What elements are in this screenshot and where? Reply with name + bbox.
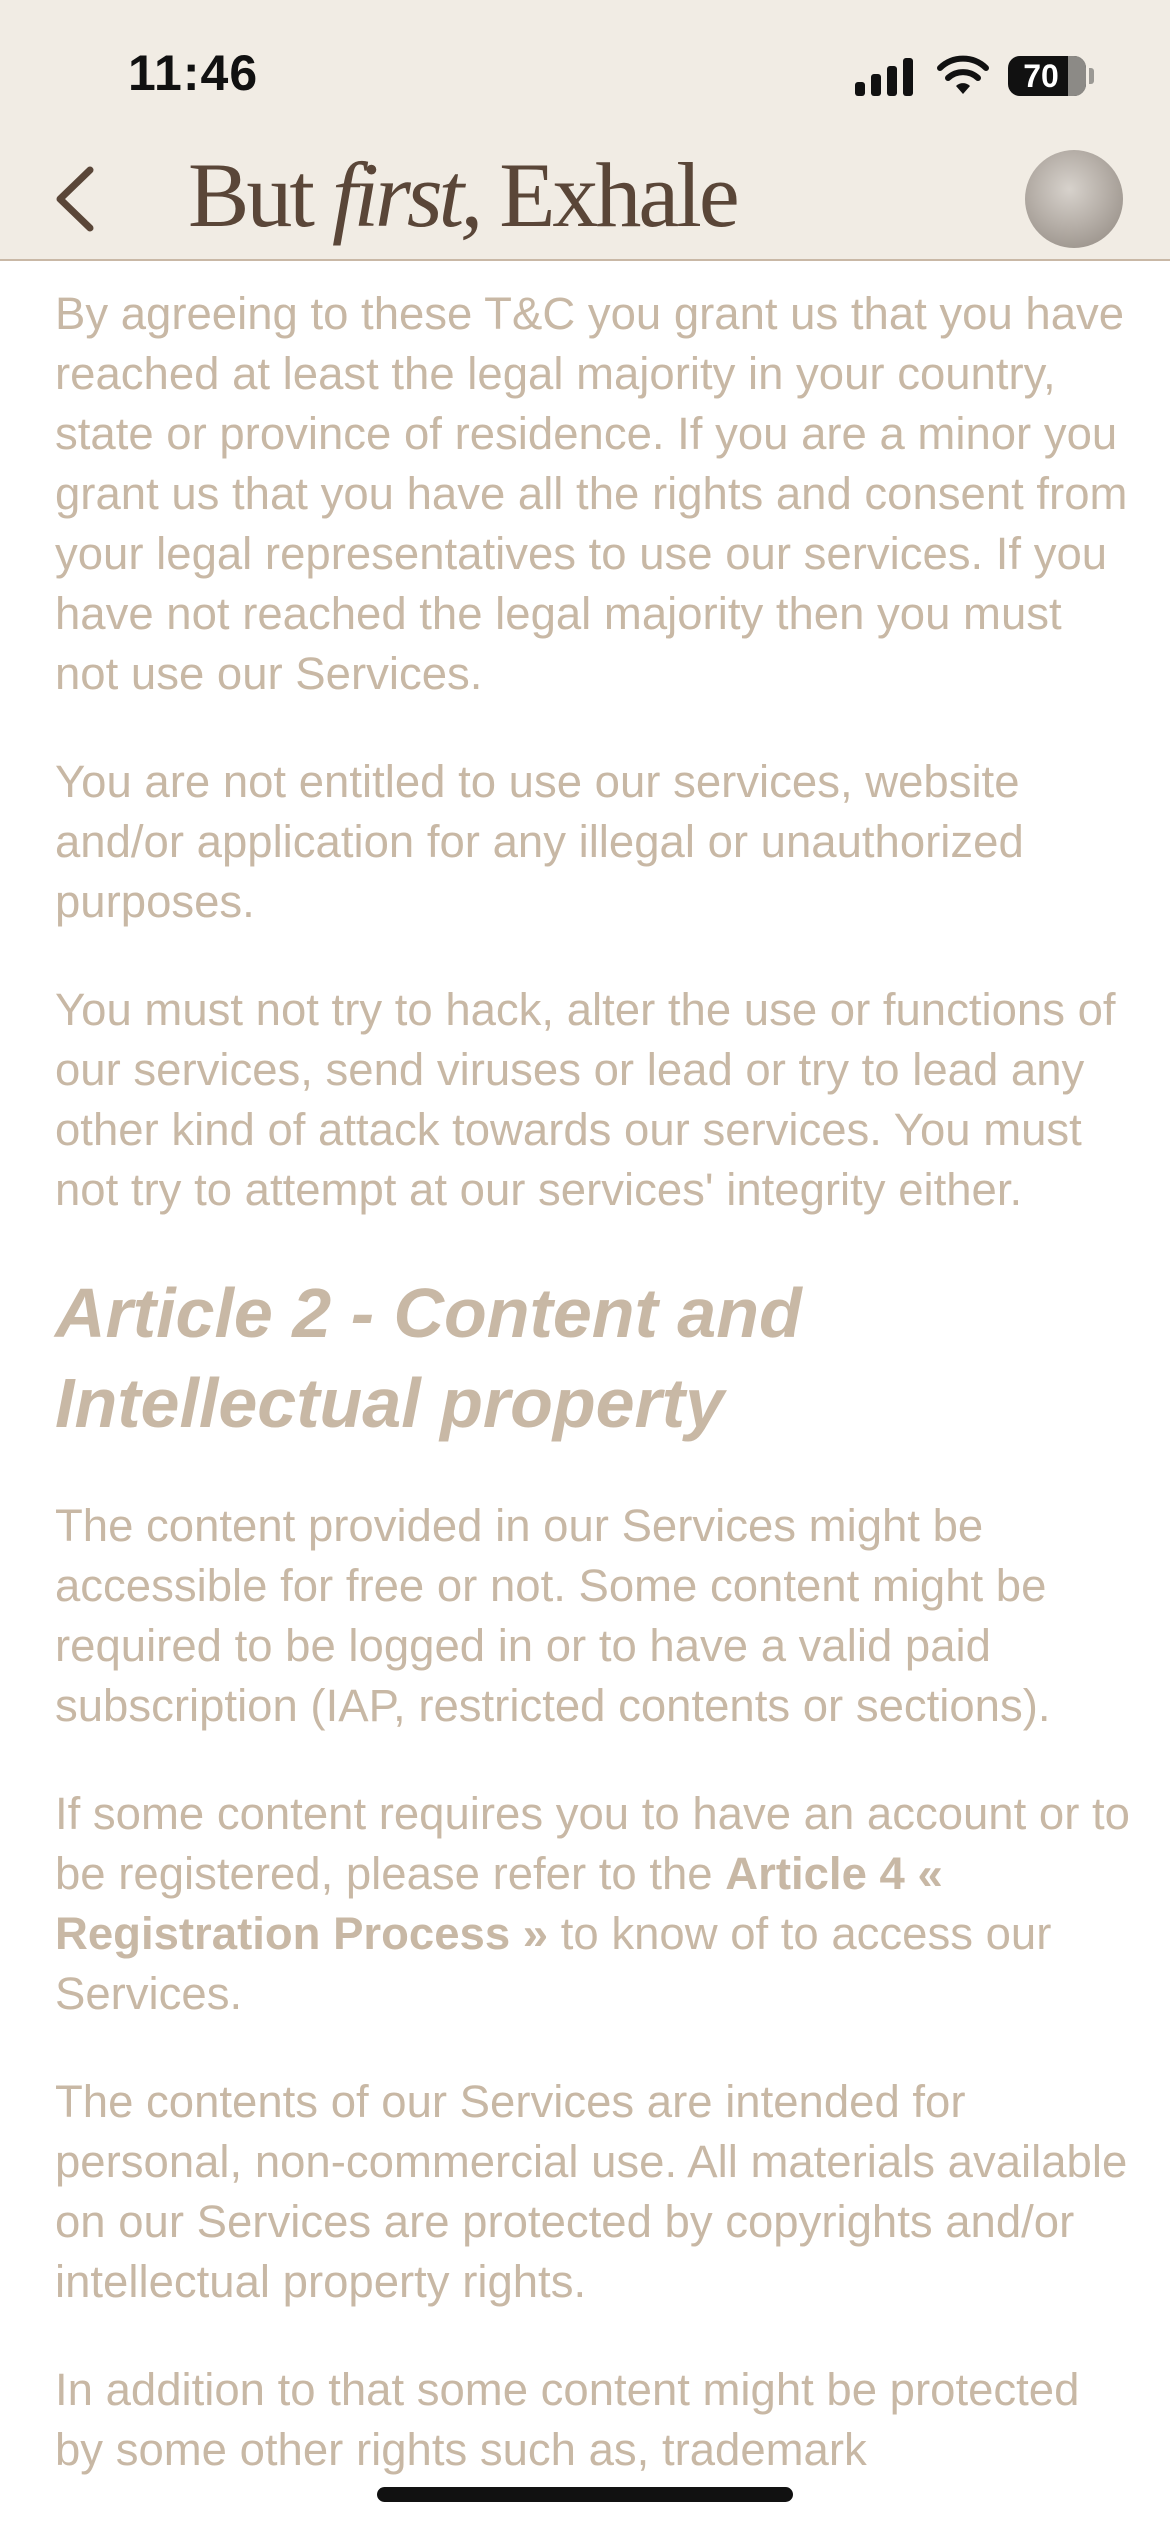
home-indicator[interactable]: [377, 2487, 793, 2502]
app-logo: [188, 140, 737, 250]
paragraph-registration-text-1: If some content requires you to have an account or to be registered, please refer to the: [55, 1788, 1130, 1899]
cellular-signal-icon: [855, 58, 915, 96]
battery-icon: [1008, 56, 1086, 96]
paragraph-personal-use: The contents of our Services are intended for personal, non-commercial use. All materials available on our Services are protected by copyrights and/or intellectual property rights.: [55, 2076, 1128, 2307]
paragraph-additional-rights: In addition to that some content might be protected by some other rights such as, trademark: [55, 2364, 1080, 2475]
section-heading-article-2: Article 2 - Content and Intellectual property: [55, 1274, 802, 1442]
paragraph-hacking: You must not try to hack, alter the use or functions of our services, send viruses or lead or try to lead any other kind of attack towards our services. You must not try to attempt at our services' integrity either.: [55, 984, 1116, 1215]
wifi-icon: [936, 54, 990, 96]
paragraph-illegal-use: You are not entitled to use our services, website and/or application for any illegal or unauthorized purposes.: [55, 756, 1024, 927]
logo-word-exhale: Exhale: [479, 144, 737, 246]
battery-level: 70: [1023, 58, 1059, 94]
logo-word-first: first,: [331, 144, 480, 246]
avatar[interactable]: [1025, 150, 1123, 248]
status-time: 11:46: [128, 45, 259, 101]
logo-word-but: But: [188, 144, 332, 246]
paragraph-legal-majority: By agreeing to these T&C you grant us that you have reached at least the legal majority in your country, state or province of residence. If you are a minor you grant us that you have all the rights and consent from your legal representatives to use our services. If you have not reached the legal majority then you must not use our Services.: [55, 288, 1128, 699]
article-4-reference: Article 4 « Registration Process »: [55, 1848, 943, 1959]
terms-content: [55, 284, 1135, 2528]
paragraph-registration-text-2: to know of to access our Services.: [55, 1908, 1052, 2019]
paragraph-registration: [55, 1784, 1135, 2024]
chevron-left-icon[interactable]: [46, 158, 110, 240]
battery-nub: [1089, 68, 1094, 84]
paragraph-content-access: The content provided in our Services might be accessible for free or not. Some content might be required to be logged in or to have a valid paid subscription (IAP, restricted contents or sections).: [55, 1500, 1051, 1731]
